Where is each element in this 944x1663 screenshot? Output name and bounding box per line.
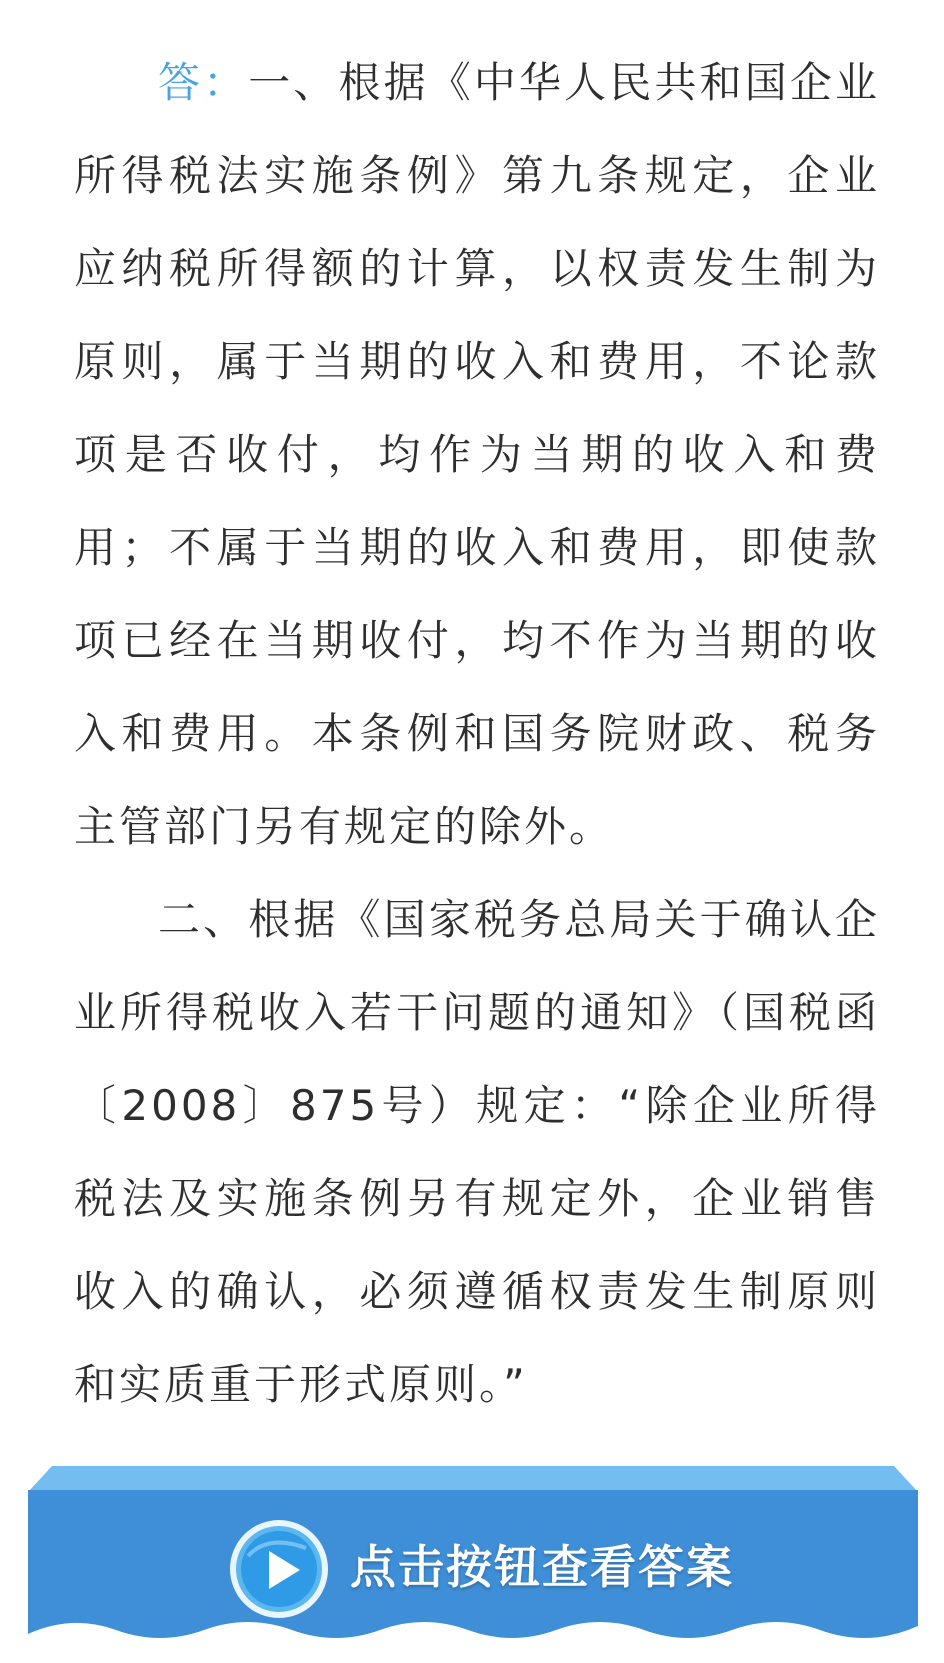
play-icon[interactable] bbox=[228, 1518, 330, 1620]
answer-paragraph-1-text: 一、根据《中华人民共和国企业所得税法实施条例》第九条规定，企业应纳税所得额的计算，以权责发生制为原则，属于当期的收入和费用，不论款项是否收付，均作为当期的收入和费用；不属于当期的收入和费用，即使款项已经在当期收付，均不作为当期的收入和费用。本条例和国务院财政、税务主管部门另有规定的除外。 bbox=[74, 58, 880, 851]
answer-label: 答： bbox=[158, 58, 249, 107]
answer-paragraph-2: 二、根据《国家税务总局关于确认企业所得税收入若干问题的通知》（国税函〔2008〕875号）规定：“除企业所得税法及实施条例另有规定外，企业销售收入的确认，必须遵循权责发生制原则和实质重于形式原则。” bbox=[74, 895, 880, 1409]
answer-paragraph-1 bbox=[74, 36, 880, 873]
answer-article bbox=[74, 36, 880, 1431]
view-answer-button[interactable]: 点击按钮查看答案 bbox=[350, 1540, 734, 1594]
view-answer-banner[interactable] bbox=[28, 1466, 918, 1663]
